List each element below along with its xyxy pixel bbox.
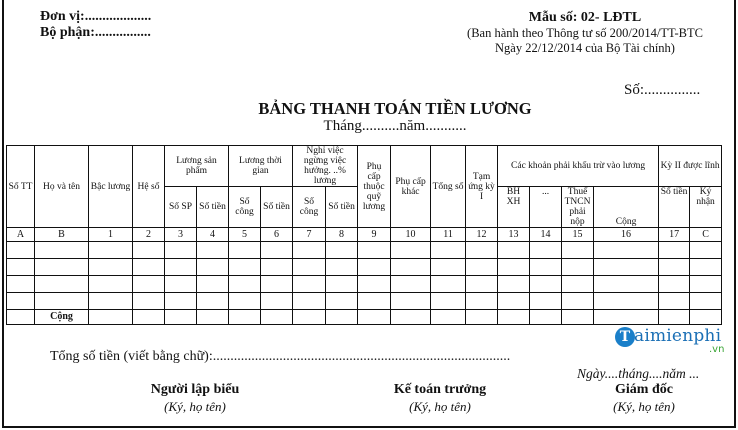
table-cell[interactable] [466, 242, 498, 259]
code-cell: 3 [165, 228, 197, 242]
code-cell: 9 [358, 228, 391, 242]
table-cell[interactable] [358, 242, 391, 259]
col-period2: Kỳ II được lĩnh [659, 146, 722, 187]
table-cell[interactable] [466, 259, 498, 276]
table-cell[interactable] [229, 276, 261, 293]
col-coef: Hệ số [133, 146, 165, 228]
sum-cell[interactable] [466, 310, 498, 325]
table-cell[interactable] [690, 276, 722, 293]
col-time-days: Số công [229, 187, 261, 228]
table-cell[interactable] [261, 276, 293, 293]
code-cell: 11 [431, 228, 466, 242]
col-product-amount: Số tiền [197, 187, 229, 228]
logo-tld: .vn [709, 344, 725, 355]
code-cell: 13 [498, 228, 530, 242]
table-cell[interactable] [7, 242, 35, 259]
col-advance: Tạm ứng kỳ I [466, 146, 498, 228]
col-leave-amount: Số tiền [326, 187, 358, 228]
issued-by-line1: (Ban hành theo Thông tư số 200/2014/TT-BTC [467, 26, 703, 40]
watermark-logo [615, 327, 727, 357]
table-cell[interactable] [530, 259, 562, 276]
form-code: Mẫu số: 02- LĐTL [528, 10, 642, 25]
table-cell[interactable] [35, 242, 89, 259]
table-cell[interactable] [498, 242, 530, 259]
column-code-row [7, 228, 738, 242]
table-cell[interactable] [197, 242, 229, 259]
col-p2-sign: Ký nhận [690, 187, 722, 228]
col-leave: Nghỉ việc ngừng việc hưởng. ..% lương [293, 146, 358, 187]
sum-cell[interactable] [431, 310, 466, 325]
code-cell: C [690, 228, 722, 242]
table-row [7, 259, 738, 276]
table-cell[interactable] [391, 276, 431, 293]
code-cell: 15 [562, 228, 594, 242]
col-grade: Bậc lương [89, 146, 133, 228]
table-cell[interactable] [35, 276, 89, 293]
code-cell: 6 [261, 228, 293, 242]
col-p2-amount: Số tiền [659, 187, 690, 228]
logo-icon: T [615, 327, 635, 347]
signature-hint: (Ký, họ tên) [164, 399, 226, 414]
col-allow-other: Phụ cấp khác [391, 146, 431, 228]
sum-cell[interactable] [89, 310, 133, 325]
table-cell[interactable] [690, 242, 722, 259]
col-product-qty: Số SP [165, 187, 197, 228]
sum-cell[interactable] [498, 310, 530, 325]
table-cell[interactable] [431, 276, 466, 293]
sum-cell[interactable] [326, 310, 358, 325]
col-stt: Số TT [7, 146, 35, 228]
code-cell: 2 [133, 228, 165, 242]
table-cell[interactable] [89, 293, 133, 310]
code-cell: 10 [391, 228, 431, 242]
table-cell[interactable] [293, 242, 326, 259]
table-cell[interactable] [7, 259, 35, 276]
table-cell[interactable] [229, 242, 261, 259]
col-total: Tổng số [431, 146, 466, 228]
table-cell[interactable] [293, 276, 326, 293]
table-cell[interactable] [197, 293, 229, 310]
table-cell[interactable] [326, 276, 358, 293]
table-cell[interactable] [562, 242, 594, 259]
header-row-1 [7, 146, 738, 187]
table-row [7, 276, 738, 293]
table-cell[interactable] [594, 259, 659, 276]
sum-cell[interactable] [358, 310, 391, 325]
table-cell[interactable] [326, 259, 358, 276]
code-cell: 14 [530, 228, 562, 242]
unit-label: Đơn vị:................... [40, 9, 152, 24]
table-cell[interactable] [659, 293, 690, 310]
table-cell[interactable] [431, 242, 466, 259]
table-cell[interactable] [594, 276, 659, 293]
page-title: BẢNG THANH TOÁN TIỀN LƯƠNG [258, 99, 532, 118]
table-cell[interactable] [659, 259, 690, 276]
signature-hint: (Ký, họ tên) [613, 399, 675, 414]
table-cell[interactable] [562, 276, 594, 293]
table-cell[interactable] [358, 259, 391, 276]
signature-role: Giám đốc [615, 382, 673, 397]
col-time-wage: Lương thời gian [229, 146, 293, 187]
table-cell[interactable] [358, 276, 391, 293]
payroll-table [6, 145, 738, 325]
col-allow-fund: Phụ cấp thuộc quỹ lương [358, 146, 391, 228]
table-body [7, 242, 738, 310]
col-product-wage: Lương sản phẩm [165, 146, 229, 187]
table-cell[interactable] [261, 242, 293, 259]
col-ded-sum: Cộng [594, 187, 659, 228]
sum-cell[interactable] [293, 310, 326, 325]
table-row [7, 293, 738, 310]
code-cell: A [7, 228, 35, 242]
table-cell[interactable] [133, 276, 165, 293]
table-cell[interactable] [391, 259, 431, 276]
sum-cell[interactable] [229, 310, 261, 325]
table-cell[interactable] [261, 293, 293, 310]
table-cell[interactable] [562, 259, 594, 276]
col-time-amount: Số tiền [261, 187, 293, 228]
sum-cell[interactable] [530, 310, 562, 325]
table-cell[interactable] [690, 259, 722, 276]
sum-cell[interactable] [133, 310, 165, 325]
table-cell[interactable] [391, 293, 431, 310]
sum-cell[interactable] [690, 310, 722, 325]
signature-hint: (Ký, họ tên) [409, 399, 471, 414]
form-code-block [440, 9, 730, 56]
col-ded-other: ... [530, 187, 562, 228]
table-cell[interactable] [89, 242, 133, 259]
code-cell: B [35, 228, 89, 242]
signature-role: Người lập biểu [150, 382, 240, 397]
sum-cell[interactable] [391, 310, 431, 325]
sum-cell[interactable] [165, 310, 197, 325]
signature-preparer [110, 381, 280, 415]
signature-director [559, 381, 729, 415]
table-cell[interactable] [197, 259, 229, 276]
table-cell[interactable] [431, 259, 466, 276]
table-cell[interactable] [35, 259, 89, 276]
col-leave-days: Số công [293, 187, 326, 228]
table-cell[interactable] [530, 293, 562, 310]
table-cell[interactable] [261, 259, 293, 276]
department-label: Bộ phận:................ [40, 25, 151, 40]
code-cell: 1 [89, 228, 133, 242]
sum-cell[interactable] [594, 310, 659, 325]
col-ded-social: BH XH [498, 187, 530, 228]
table-cell[interactable] [165, 259, 197, 276]
table-cell[interactable] [197, 276, 229, 293]
logo-word: aimienphi [634, 326, 722, 346]
date-line: Ngày....tháng....năm ... [577, 366, 700, 381]
table-cell[interactable] [229, 259, 261, 276]
table-cell[interactable] [89, 259, 133, 276]
table-cell[interactable] [358, 293, 391, 310]
table-cell[interactable] [562, 293, 594, 310]
table-cell[interactable] [498, 293, 530, 310]
table-cell[interactable] [133, 259, 165, 276]
sum-cell[interactable] [659, 310, 690, 325]
table-cell[interactable] [690, 293, 722, 310]
col-deductions: Các khoản phải khấu trừ vào lương [498, 146, 659, 187]
organization-block [40, 9, 151, 41]
period-line: Tháng..........năm........... [323, 118, 467, 134]
table-cell[interactable] [659, 276, 690, 293]
document-number: Số:............... [624, 82, 701, 98]
code-cell: 5 [229, 228, 261, 242]
table-row [7, 242, 738, 259]
table-cell[interactable] [466, 276, 498, 293]
table-cell[interactable] [431, 293, 466, 310]
code-cell: 16 [594, 228, 659, 242]
table-cell[interactable] [35, 293, 89, 310]
table-cell[interactable] [594, 293, 659, 310]
table-cell[interactable] [530, 276, 562, 293]
table-cell[interactable] [530, 242, 562, 259]
sum-cell[interactable] [197, 310, 229, 325]
table-cell[interactable] [659, 242, 690, 259]
code-cell: 8 [326, 228, 358, 242]
table-cell[interactable] [133, 293, 165, 310]
sum-row [7, 310, 738, 325]
col-name: Họ và tên [35, 146, 89, 228]
table-cell[interactable] [165, 276, 197, 293]
sum-cell[interactable] [7, 310, 35, 325]
table-cell[interactable] [165, 242, 197, 259]
table-cell[interactable] [7, 276, 35, 293]
table-cell[interactable] [326, 293, 358, 310]
table-cell[interactable] [293, 259, 326, 276]
table-cell[interactable] [466, 293, 498, 310]
issued-by-line2: Ngày 22/12/2014 của Bộ Tài chính) [495, 41, 675, 55]
table-cell[interactable] [498, 276, 530, 293]
total-in-words: Tổng số tiền (viết bằng chữ):..................................................................................... [50, 349, 511, 364]
signature-chief-accountant [355, 381, 525, 415]
table-cell[interactable] [293, 293, 326, 310]
col-ded-tax: Thuế TNCN phải nộp [562, 187, 594, 228]
signature-role: Kế toán trưởng [393, 382, 487, 397]
code-cell: 4 [197, 228, 229, 242]
table-cell[interactable] [229, 293, 261, 310]
table-cell[interactable] [391, 242, 431, 259]
table-cell[interactable] [326, 242, 358, 259]
table-cell[interactable] [498, 259, 530, 276]
table-cell[interactable] [7, 293, 35, 310]
code-cell: 12 [466, 228, 498, 242]
table-cell[interactable] [594, 242, 659, 259]
title-block [230, 100, 560, 135]
code-cell: 7 [293, 228, 326, 242]
code-cell: 17 [659, 228, 690, 242]
table-cell[interactable] [133, 242, 165, 259]
sum-cell[interactable] [261, 310, 293, 325]
table-cell[interactable] [89, 276, 133, 293]
table-cell[interactable] [165, 293, 197, 310]
sum-label: Cộng [35, 310, 89, 325]
sum-cell[interactable] [562, 310, 594, 325]
